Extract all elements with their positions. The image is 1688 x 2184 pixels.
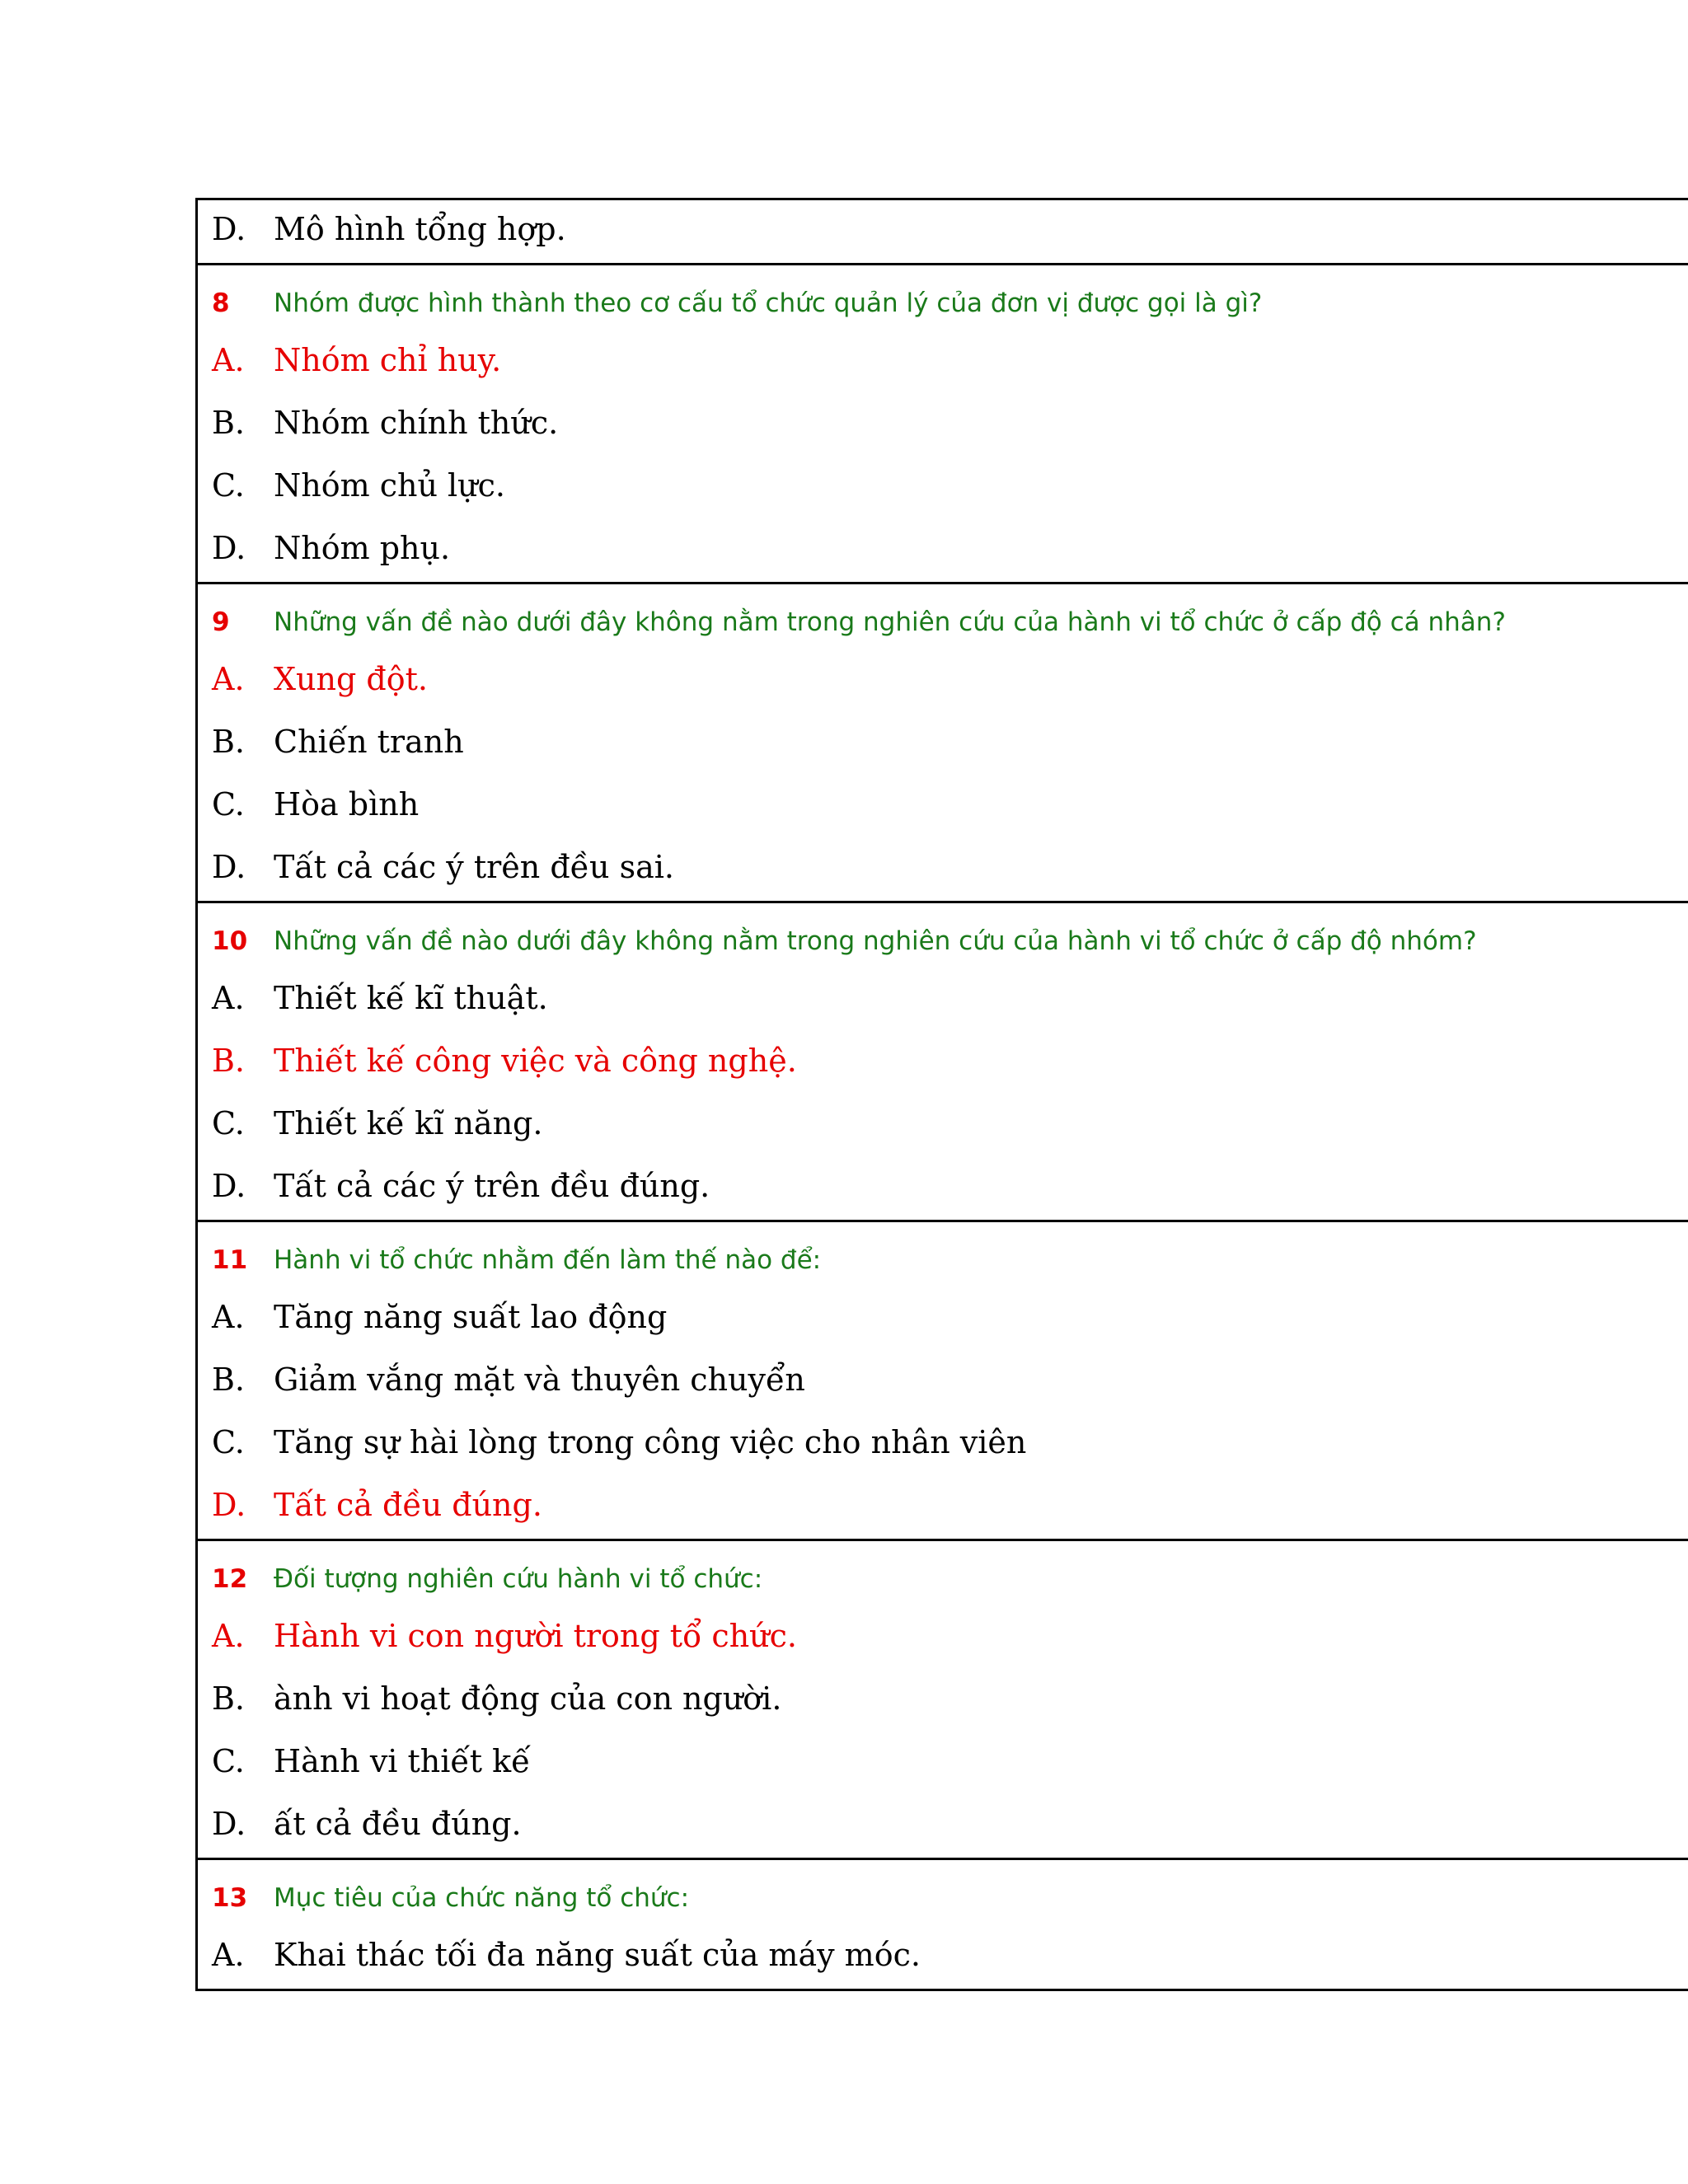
option-row <box>198 1413 1688 1476</box>
correct-option-row <box>198 331 1688 394</box>
question-text: Những vấn đề nào dưới đây không nằm trong nghiên cứu của hành vi tổ chức ở cấp độ cá nhân? <box>274 607 1506 637</box>
question-block <box>198 901 1688 1220</box>
option-label: A. <box>212 342 245 378</box>
correct-option-row <box>198 1607 1688 1670</box>
question-text: Những vấn đề nào dưới đây không nằm trong nghiên cứu của hành vi tổ chức ở cấp độ nhóm? <box>274 926 1477 956</box>
option-text: Tăng sự hài lòng trong công việc cho nhân viên <box>274 1424 1027 1460</box>
option-text: Hành vi con người trong tổ chức. <box>274 1618 797 1654</box>
question-text: Hành vi tổ chức nhằm đến làm thế nào để: <box>274 1245 822 1275</box>
option-label: D. <box>212 1806 246 1842</box>
option-label: B. <box>212 1361 246 1398</box>
option-text: Tất cả đều đúng. <box>274 1487 542 1523</box>
option-row <box>198 1795 1688 1858</box>
question-number: 10 <box>212 926 248 956</box>
question-row <box>198 584 1688 650</box>
correct-option-row <box>198 1476 1688 1539</box>
option-row <box>198 969 1688 1032</box>
option-row <box>198 838 1688 901</box>
option-row <box>198 1670 1688 1732</box>
question-block <box>198 1858 1688 1989</box>
option-row <box>198 457 1688 519</box>
option-row <box>198 1926 1688 1989</box>
question-row <box>198 265 1688 331</box>
question-number: 12 <box>212 1564 248 1594</box>
question-number: 9 <box>212 607 230 637</box>
option-text: Chiến tranh <box>274 724 464 760</box>
question-row <box>198 1222 1688 1288</box>
option-text: Hòa bình <box>274 786 420 823</box>
option-label: D. <box>212 211 246 247</box>
option-text: ất cả đều đúng. <box>274 1806 522 1842</box>
option-text: Giảm vắng mặt và thuyên chuyển <box>274 1361 805 1398</box>
option-text: Nhóm phụ. <box>274 530 451 566</box>
question-text: Mục tiêu của chức năng tổ chức: <box>274 1883 690 1913</box>
option-label: D. <box>212 849 246 885</box>
option-label: C. <box>212 1743 245 1779</box>
option-row <box>198 776 1688 838</box>
option-row <box>198 1732 1688 1795</box>
question-number: 13 <box>212 1883 248 1913</box>
question-row <box>198 1860 1688 1926</box>
option-text: Khai thác tối đa năng suất của máy móc. <box>274 1937 921 1973</box>
option-text: Tất cả các ý trên đều sai. <box>274 849 674 885</box>
option-label: A. <box>212 1937 245 1973</box>
option-label: A. <box>212 1618 245 1654</box>
option-label: A. <box>212 980 245 1016</box>
leading-option-block <box>198 200 1688 263</box>
correct-option-row <box>198 650 1688 713</box>
option-label: B. <box>212 1043 246 1079</box>
question-block <box>198 1220 1688 1539</box>
correct-option-row <box>198 1032 1688 1094</box>
option-label: C. <box>212 1424 245 1460</box>
option-label: D. <box>212 530 246 566</box>
option-text: Thiết kế kĩ năng. <box>274 1105 543 1141</box>
option-label: D. <box>212 1168 246 1204</box>
option-label: B. <box>212 1680 246 1717</box>
option-text: Thiết kế công việc và công nghệ. <box>274 1043 797 1079</box>
option-text: Nhóm chủ lực. <box>274 467 506 504</box>
question-block <box>198 1539 1688 1858</box>
question-text: Nhóm được hình thành theo cơ cấu tổ chức quản lý của đơn vị được gọi là gì? <box>274 288 1263 318</box>
option-label: A. <box>212 1299 245 1335</box>
option-label: A. <box>212 661 245 697</box>
option-row <box>198 1351 1688 1413</box>
quiz-table <box>195 198 1688 1991</box>
option-row <box>198 394 1688 457</box>
option-row <box>198 713 1688 776</box>
question-row <box>198 1541 1688 1607</box>
option-row <box>198 1094 1688 1157</box>
option-label: C. <box>212 786 245 823</box>
option-text: Tăng năng suất lao động <box>274 1299 668 1335</box>
option-label: B. <box>212 724 246 760</box>
option-label: D. <box>212 1487 246 1523</box>
option-row <box>198 200 1688 263</box>
option-row <box>198 1288 1688 1351</box>
question-number: 11 <box>212 1245 248 1275</box>
option-text: Mô hình tổng hợp. <box>274 211 566 247</box>
option-text: Hành vi thiết kế <box>274 1743 531 1779</box>
question-block <box>198 582 1688 901</box>
option-text: ành vi hoạt động của con người. <box>274 1680 782 1717</box>
option-text: Xung đột. <box>274 661 428 697</box>
question-row <box>198 903 1688 969</box>
option-text: Nhóm chỉ huy. <box>274 342 502 378</box>
option-label: C. <box>212 467 245 504</box>
question-number: 8 <box>212 288 230 318</box>
option-row <box>198 1157 1688 1220</box>
option-label: C. <box>212 1105 245 1141</box>
option-text: Tất cả các ý trên đều đúng. <box>274 1168 710 1204</box>
option-text: Nhóm chính thức. <box>274 405 559 441</box>
question-block <box>198 263 1688 582</box>
question-text: Đối tượng nghiên cứu hành vi tổ chức: <box>274 1564 763 1594</box>
option-row <box>198 519 1688 582</box>
option-label: B. <box>212 405 246 441</box>
option-text: Thiết kế kĩ thuật. <box>274 980 548 1016</box>
